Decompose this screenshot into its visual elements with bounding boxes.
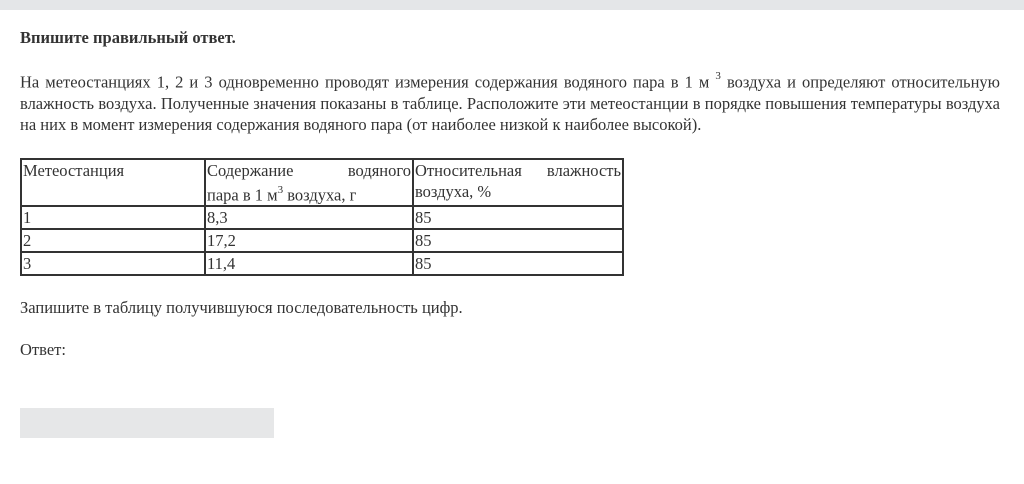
cell-vapor: 8,3 [205, 206, 413, 229]
cell-station: 3 [21, 252, 205, 275]
answer-label: Ответ: [20, 340, 66, 359]
header-vapor-sup: 3 [277, 183, 284, 196]
task-content [20, 27, 1000, 360]
cell-humidity: 85 [413, 229, 623, 252]
task-heading: Впишите правильный ответ. [20, 28, 236, 47]
cell-humidity: 85 [413, 206, 623, 229]
cell-vapor: 11,4 [205, 252, 413, 275]
table-row [21, 229, 623, 252]
top-bar [0, 0, 1024, 10]
header-station: Метеостанция [21, 159, 205, 207]
question-text [20, 68, 1000, 135]
header-vapor-line2 [207, 181, 411, 206]
question-text-part2: воздуха и определяют относительную влажность воздуха. Полученные значения показаны в таблице. Расположите эти метеостанции в порядке повышения температуры воздуха на них в момент измерения содержания водяного пара (от наиболее низкой к наиболее высокой). [20, 72, 1000, 134]
instruction-text: Запишите в таблицу получившуюся последовательность цифр. [20, 298, 463, 317]
header-vapor-line2a: пара в 1 м [207, 185, 278, 204]
question-text-part1: На метеостанциях 1, 2 и 3 одновременно проводят измерения содержания водяного пара в 1 м [20, 72, 716, 92]
header-vapor-line2b: воздуха, г [283, 185, 357, 204]
cell-vapor: 17,2 [205, 229, 413, 252]
header-humidity-line2: воздуха, % [415, 181, 492, 201]
header-humidity [413, 159, 623, 207]
cell-humidity: 85 [413, 252, 623, 275]
table-row [21, 206, 623, 229]
table-row [21, 252, 623, 275]
question-superscript: 3 [715, 70, 721, 82]
answer-input[interactable] [20, 408, 274, 438]
header-vapor [205, 159, 413, 207]
cell-station: 2 [21, 229, 205, 252]
table-header-row [21, 159, 623, 207]
cell-station: 1 [21, 206, 205, 229]
data-table [20, 158, 624, 277]
header-vapor-line1: Содержание водяного [207, 160, 411, 180]
header-humidity-line1: Относительная влажность [415, 160, 621, 180]
